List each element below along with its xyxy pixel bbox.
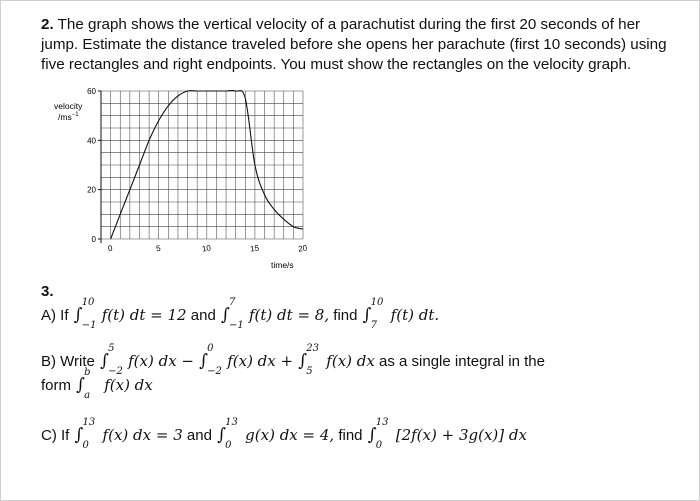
q3c-int3-lower: 0 [375, 440, 383, 451]
q3b-int3-lower: 5 [306, 366, 313, 377]
q3c-prefix: C) If [41, 427, 70, 444]
q3b-int2-upper: 0 [207, 343, 214, 354]
q3a-int3-lower: 7 [370, 320, 378, 331]
y-axis-label-line2 [58, 112, 79, 122]
q3b-int1-body: f(x) dx − [128, 352, 194, 370]
q3a-integral-1: ∫ 10 −1 [73, 297, 97, 331]
question-2-number: 2. [41, 16, 54, 33]
q3b-int2-body: f(x) dx + [227, 352, 294, 370]
question-3a [41, 297, 440, 331]
q3a-int1-upper: 10 [81, 297, 95, 308]
x-tick-label: 10 [201, 243, 212, 254]
y-tick-label: 20 [87, 185, 96, 195]
q3c-integral-2: ∫ 13 0 [217, 417, 238, 451]
q3a-int2-body: f(t) dt = 8, [249, 306, 330, 324]
q3b-suffix: as a single integral in the [379, 353, 545, 370]
question-3b-line2 [41, 367, 153, 401]
q3c-int1-upper: 13 [82, 417, 96, 428]
q3b-int4-upper: b [84, 367, 91, 378]
q3b-int3-upper: 23 [306, 343, 319, 354]
q3a-integral-2: ∫ 7 −1 [220, 297, 244, 331]
grid [101, 91, 303, 239]
q3a-prefix: A) If [41, 307, 69, 324]
q3a-and: and [190, 307, 216, 324]
q3b-integral-3: ∫ 23 5 [298, 343, 319, 377]
q3b-line2-prefix: form [41, 377, 71, 394]
question-3c [41, 417, 527, 451]
q3c-integral-3: ∫ 13 0 [367, 417, 389, 451]
velocity-time-graph [41, 79, 341, 269]
q3b-prefix: B) Write [41, 353, 95, 370]
q3a-int1-body: f(t) dt = 12 [101, 306, 187, 324]
x-tick-label: 5 [155, 243, 162, 254]
q3b-integral-2: ∫ 0 −2 [199, 343, 222, 377]
q3b-int4-body: f(x) dx [104, 376, 153, 394]
q3b-int4-lower: a [84, 390, 91, 401]
q3b-integral-4: ∫ b a [76, 367, 91, 401]
q3a-int3-upper: 10 [370, 297, 384, 308]
x-tick-label: 15 [249, 243, 260, 254]
q3c-int2-body: g(x) dx = 4, [245, 426, 335, 444]
question-2 [41, 15, 681, 75]
question-3-number: 3. [41, 283, 54, 300]
q3a-int3-body: f(t) dt. [390, 306, 440, 324]
question-3b-line1 [41, 343, 545, 377]
x-axis-label: time/s [271, 260, 294, 269]
y-tick-label: 0 [91, 235, 96, 244]
y-axis-label-line1: velocity [54, 101, 83, 111]
q3b-int2-lower: −2 [207, 366, 222, 377]
q3a-find: find [333, 307, 358, 324]
x-tick-label: 0 [107, 243, 114, 254]
q3c-and: and [186, 427, 212, 444]
q3a-int2-upper: 7 [228, 297, 236, 308]
q3c-int3-upper: 13 [375, 417, 389, 428]
q3b-int1-lower: −2 [108, 366, 123, 377]
q3c-int1-body: f(x) dx = 3 [102, 426, 183, 444]
y-tick-label: 40 [87, 136, 96, 146]
q3b-integral-1: ∫ 5 −2 [100, 343, 123, 377]
q3a-integral-3: ∫ 10 7 [362, 297, 384, 331]
q3c-int2-upper: 13 [225, 417, 238, 428]
q3a-int1-lower: −1 [81, 320, 97, 331]
y-axis-unit: /ms [58, 112, 72, 122]
question-2-text: The graph shows the vertical velocity of a parachutist during the first 20 seconds of her jump. Estimate the distance traveled before she opens her parachute (first 10 seconds) using five rectangles and right endpoints. You must show the rectangles on the velocity graph. [41, 16, 667, 73]
q3b-int3-body: f(x) dx [326, 352, 375, 370]
x-tick-label: 20 [297, 243, 308, 254]
q3c-integral-1: ∫ 13 0 [74, 417, 96, 451]
q3c-int2-lower: 0 [225, 440, 232, 451]
y-axis-unit-exponent: −1 [71, 112, 79, 118]
q3b-int1-upper: 5 [108, 343, 115, 354]
q3c-int3-body: [2f(x) + 3g(x)] dx [395, 426, 527, 444]
q3c-find: find [338, 427, 363, 444]
q3c-int1-lower: 0 [82, 440, 89, 451]
q3a-int2-lower: −1 [228, 320, 244, 331]
y-tick-label: 60 [87, 87, 96, 96]
